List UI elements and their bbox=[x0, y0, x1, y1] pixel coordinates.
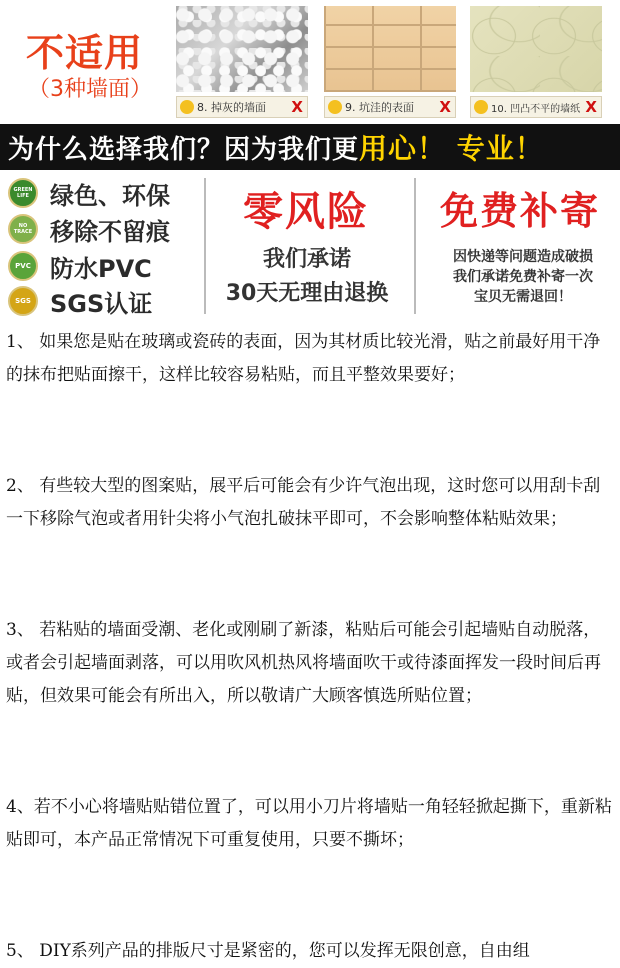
why-choose-us-banner bbox=[0, 124, 620, 170]
unsuitable-walls-section bbox=[0, 0, 620, 122]
free-resend-title: 免费补寄 bbox=[439, 189, 600, 233]
divider bbox=[204, 178, 206, 314]
instruction-paragraph: 4、若不小心将墙贴贴错位置了，可以用小刀片将墙贴一角轻轻掀起撕下，重新粘贴即可，本产品正常情况下可重复使用，只要不撕坏； bbox=[6, 797, 612, 850]
wall-caption-label: 10. 凹凸不平的墙纸 bbox=[491, 103, 581, 115]
x-mark-icon: X bbox=[291, 98, 303, 116]
divider bbox=[414, 178, 416, 314]
pvc-badge-icon: PVC bbox=[8, 251, 38, 281]
banner-yellow-text: 用心！ 专业！ bbox=[359, 132, 544, 165]
feature-item bbox=[8, 178, 170, 208]
wall-caption bbox=[176, 96, 308, 118]
instruction-paragraph: 2、 有些较大型的图案贴，展平后可能会有少许气泡出现，这时您可以用刮卡刮一下移除气泡或者用针尖将小气泡扎破抹平即可，不会影响整体粘贴效果； bbox=[6, 476, 601, 529]
wall-caption-label: 8. 掉灰的墙面 bbox=[197, 101, 266, 114]
feature-label: 绿色、环保 bbox=[50, 181, 170, 210]
features-section bbox=[0, 174, 620, 320]
banner-white-text: 为什么选择我们？因为我们更 bbox=[8, 134, 360, 165]
x-mark-icon: X bbox=[585, 98, 597, 116]
wall-caption bbox=[470, 96, 602, 118]
unsuitable-subtitle: （3种墙面） bbox=[28, 77, 152, 102]
instruction-paragraph: 3、 若粘贴的墙面受潮、老化或刚刷了新漆，粘贴后可能会引起墙贴自动脱落，或者会引起墙面剥落，可以用吹风机热风将墙面吹干或待漆面挥发一段时间后再贴，但效果可能会有所出入，所以敬请广大顾客慎选所贴位置； bbox=[6, 620, 601, 706]
feature-item bbox=[8, 251, 152, 281]
instructions-text bbox=[6, 326, 616, 968]
uneven-wallpaper-image bbox=[470, 6, 602, 92]
feature-label: 防水PVC bbox=[50, 254, 152, 283]
wall-caption-label: 9. 坑洼的表面 bbox=[345, 101, 414, 114]
wall-caption bbox=[324, 96, 456, 118]
free-resend-line: 宝贝无需退回！ bbox=[474, 289, 572, 305]
unsuitable-title: 不适用 bbox=[26, 31, 144, 75]
free-resend-line: 我们承诺免费补寄一次 bbox=[453, 269, 593, 285]
feature-label: 移除不留痕 bbox=[50, 217, 170, 246]
smiley-icon bbox=[474, 100, 488, 114]
free-resend-line: 因快递等问题造成破损 bbox=[453, 249, 593, 265]
zero-risk-line: 我们承诺 bbox=[262, 247, 351, 272]
smiley-icon bbox=[328, 100, 342, 114]
sgs-badge-icon: SGS bbox=[8, 286, 38, 316]
feature-label: SGS认证 bbox=[50, 289, 153, 318]
pitted-wall-image bbox=[324, 6, 456, 92]
instruction-paragraph: 5、 DIY系列产品的排版尺寸是紧密的，您可以发挥无限创意，自由组 bbox=[6, 941, 530, 961]
no-trace-badge-icon: NO TRACE bbox=[8, 214, 38, 244]
smiley-icon bbox=[180, 100, 194, 114]
dusty-wall-image bbox=[176, 6, 308, 92]
instruction-paragraph: 1、 如果您是贴在玻璃或瓷砖的表面，因为其材质比较光滑，贴之前最好用干净的抹布把贴面擦干，这样比较容易粘贴，而且平整效果要好； bbox=[6, 332, 601, 385]
green-life-badge-icon: GREEN LIFE bbox=[8, 178, 38, 208]
zero-risk-title: 零风险 bbox=[243, 189, 369, 235]
zero-risk-line: 30天无理由退换 bbox=[225, 281, 389, 306]
feature-item bbox=[8, 286, 152, 316]
x-mark-icon: X bbox=[439, 98, 451, 116]
feature-item bbox=[8, 214, 170, 244]
